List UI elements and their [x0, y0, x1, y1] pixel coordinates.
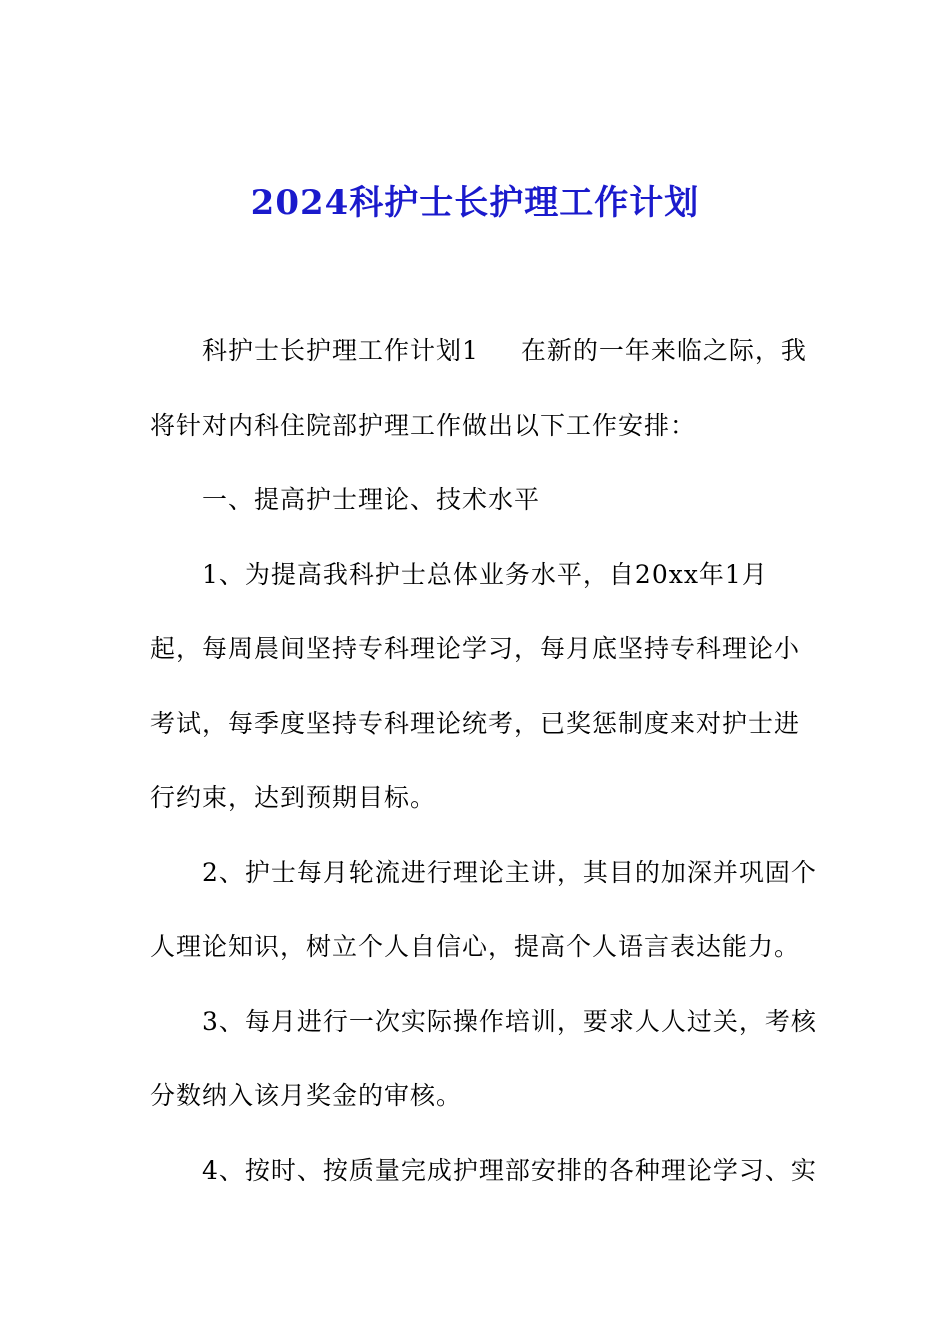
plan-heading-text: 科护士长护理工作计划1: [202, 336, 479, 365]
paragraph-line-2: 将针对内科住院部护理工作做出以下工作安排：: [150, 411, 697, 440]
section-heading-1: 一、提高护士理论、技术水平: [202, 485, 541, 514]
paragraph-line-6: 考试，每季度坚持专科理论统考，已奖惩制度来对护士进: [150, 709, 801, 738]
paragraph-line-4: 1、为提高我科护士总体业务水平，自20xx年1月: [202, 560, 768, 589]
paragraph-line-9: 人理论知识，树立个人自信心，提高个人语言表达能力。: [150, 932, 801, 961]
paragraph-line-11: 分数纳入该月奖金的审核。: [150, 1081, 463, 1110]
paragraph-line-5: 起，每周晨间坚持专科理论学习，每月底坚持专科理论小: [150, 634, 801, 663]
paragraph-line-1: [150, 333, 862, 369]
paragraph-line-12: 4、按时、按质量完成护理部安排的各种理论学习、实: [202, 1156, 817, 1185]
document-title: 2024科护士长护理工作计划: [250, 183, 700, 223]
paragraph-line-7: 行约束，达到预期目标。: [150, 783, 437, 812]
paragraph-line-8: 2、护士每月轮流进行理论主讲，其目的加深并巩固个: [202, 858, 817, 887]
intro-text: 在新的一年来临之际，我: [520, 336, 807, 365]
paragraph-line-10: 3、每月进行一次实际操作培训，要求人人过关，考核: [202, 1007, 817, 1036]
